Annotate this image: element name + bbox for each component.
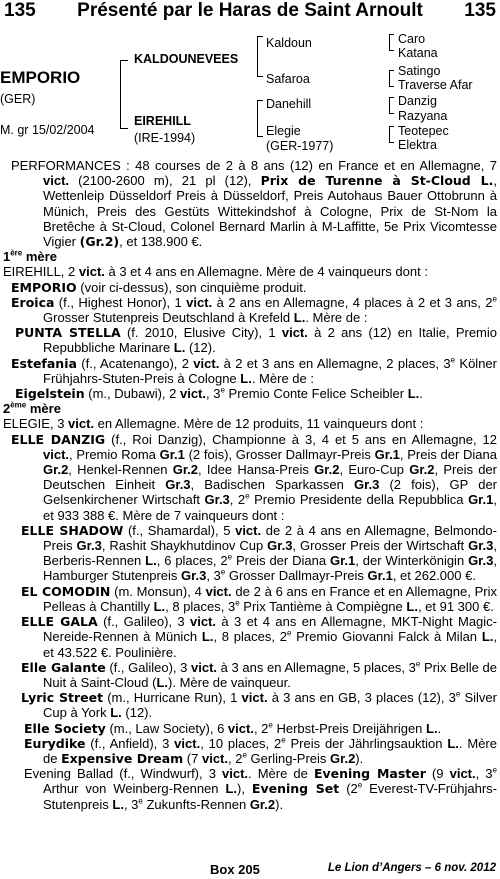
ggs-1: Caro xyxy=(398,32,426,46)
ggs-6: Razyana xyxy=(398,109,448,123)
granddam-2-info: (GER-1977) xyxy=(266,139,334,153)
pedigree-table xyxy=(0,30,500,155)
horse-name: EMPORIO xyxy=(0,68,81,87)
produce-estefania: Estefania (f., Acatenango), 2 vict. à 2 et 3 ans en Allemagne, 2 places, 3e Kölner Frühjahrs-Stuten-Preis à Cologne L.. Mère de : xyxy=(11,355,497,386)
ggs-7: Teotepec xyxy=(398,124,449,138)
produce-elle-galante: Elle Galante (f., Galileo), 3 vict. à 3 ans en Allemagne, 5 places, 3e Prix Belle de Nuit à Saint-Cloud (L.). Mère de vainqueur. xyxy=(21,659,497,690)
page-header xyxy=(4,0,496,24)
header-title: Présenté par le Haras de Saint Arnoult xyxy=(77,0,423,21)
first-dam-heading: 1ère mère xyxy=(3,248,57,265)
produce-eroica: Eroica (f., Highest Honor), 1 vict. à 2 ans en Allemagne, 4 places à 2 et 3 ans, 2e Grosser Stutenpreis Deutschland à Krefeld L.. Mère de : xyxy=(11,294,497,326)
produce-elle-danzig: ELLE DANZIG (f., Roi Danzig), Championne à 3, 4 et 5 ans en Allemagne, 12 vict., Premio Roma Gr.1 (2 fois), Grosser Dallmayr-Preis Gr.1, Preis der Diana Gr.2, Henkel-Rennen Gr.2, Idee Hansa-Preis Gr.2, Euro-Cup Gr.2, Preis der Deutschen Einheit Gr.3, Badischen Sparkassen Gr.3 (2 fois), GP der Gelsenkirchener Wirtschaft Gr.3, 2e Premio Presidente della Repubblica Gr.1, et 933 388 €. Mère de 7 vainqueurs dont : xyxy=(11,431,498,523)
bracket-line xyxy=(120,128,128,129)
produce-emporio: EMPORIO (voir ci-dessus), son cinquième produit. xyxy=(11,279,307,295)
bracket-line xyxy=(257,36,263,37)
bracket-line xyxy=(389,50,394,51)
dam-info: (IRE-1994) xyxy=(134,131,196,145)
horse-origin: (GER) xyxy=(0,92,36,106)
ggs-2: Katana xyxy=(398,46,438,60)
bracket-line xyxy=(257,136,263,137)
bracket-line xyxy=(389,70,394,71)
page-footer xyxy=(0,862,500,879)
lot-number-right: 135 xyxy=(464,0,496,21)
lot-number-left: 135 xyxy=(4,0,36,21)
grandsire-1: Kaldoun xyxy=(266,36,312,50)
second-dam-heading: 2ème mère xyxy=(3,400,61,417)
bracket-line xyxy=(389,34,394,35)
second-dam-intro: ELEGIE, 3 vict. en Allemagne. Mère de 12 produits, 11 vainqueurs dont : xyxy=(3,416,424,432)
bracket-line xyxy=(389,97,394,98)
dam-name: EIREHILL xyxy=(134,114,191,128)
ggs-5: Danzig xyxy=(398,94,437,108)
bracket-line xyxy=(389,86,394,87)
granddam-1: Safaroa xyxy=(266,72,310,86)
produce-el-comodin: EL COMODIN (m. Monsun), 4 vict. de 2 à 6 ans en France et en Allemagne, Prix Pelleas à Chantilly L., 8 places, 3e Prix Tantième à Compiègne L., et 91 300 €. xyxy=(21,583,497,614)
performances-paragraph: PERFORMANCES : 48 courses de 2 à 8 ans (12) en France et en Allemagne, 7 vict. (2100-2600 m), 21 pl (12), Prix de Turenne à St-Cloud L., Wettenleip Düsseldorf Preis à Düsseldorf, Preis Autohaus Bauer Ottobrunn à Münich, Preis des Gestüts Wittekindshof à Cologne, Prix de St-Nom la Bretêche à St-Cloud, Colonel Bernard Marlin à M-Laffitte, 5e Prix Vicomtesse Vigier (Gr.2), et 138.900 €. xyxy=(11,158,497,250)
produce-evening-ballad: Evening Ballad (f., Windwurf), 3 vict.. Mère de Evening Master (9 vict., 3e Arthur von Weinberg-Rennen L.), Evening Set (2e Everest-TV-Frühjahrs-Stutenpreis L., 3e Zukunfts-Rennen Gr.2). xyxy=(24,765,498,812)
sale-reference: Le Lion d’Angers – 6 nov. 2012 xyxy=(327,862,496,874)
granddam-2: Elegie xyxy=(266,124,301,138)
produce-eurydike: Eurydike (f., Anfield), 3 vict., 10 places, 2e Preis der Jährlingsauktion L.. Mère de Expensive Dream (7 vict., 2e Gerling-Preis Gr.2). xyxy=(24,735,497,766)
catalogue-body xyxy=(3,158,497,812)
bracket-line xyxy=(389,70,390,86)
bracket-line xyxy=(257,76,263,77)
bracket-line xyxy=(120,60,128,61)
box-number: Box 205 xyxy=(210,862,260,877)
ggs-4: Traverse Afar xyxy=(398,78,473,92)
produce-elle-shadow: ELLE SHADOW (f., Shamardal), 5 vict. de 2 à 4 ans en Allemagne, Belmondo-Preis Gr.3, Rashit Shaykhutdinov Cup Gr.3, Grosser Preis der Wirtschaft Gr.3, Berberis-Rennen L., 6 places, 2e Preis der Diana Gr.1, der Winterkönigin Gr.3, Hamburger Stutenpreis Gr.3, 3e Grosser Dallmayr-Preis Gr.1, et 262.000 €. xyxy=(21,522,497,584)
bracket-line xyxy=(257,100,263,101)
grandsire-2: Danehill xyxy=(266,97,312,111)
ggs-8: Elektra xyxy=(398,138,437,152)
bracket-line xyxy=(389,113,394,114)
first-dam-intro: EIREHILL, 2 vict. à 3 et 4 ans en Allemagne. Mère de 4 vainqueurs dont : xyxy=(3,264,428,280)
bracket-line xyxy=(389,126,390,142)
bracket-line xyxy=(257,36,258,76)
bracket-line xyxy=(389,142,394,143)
bracket-line xyxy=(389,126,394,127)
produce-lyric-street: Lyric Street (m., Hurricane Run), 1 vict. à 3 ans en GB, 3 places (12), 3e Silver Cup à York L. (12). xyxy=(21,689,497,721)
produce-elle-gala: ELLE GALA (f., Galileo), 3 vict. à 3 et 4 ans en Allemagne, MKT-Night Magic-Nereide-Rennen à Münich L., 8 places, 2e Premio Giovanni Falck à Milan L., et 43.522 €. Poulinière. xyxy=(21,614,498,660)
bracket-line xyxy=(389,97,390,113)
bracket-line xyxy=(120,60,121,128)
bracket-line xyxy=(257,100,258,136)
produce-elle-society: Elle Society (m., Law Society), 6 vict., 2e Herbst-Preis Dreijährigen L.. xyxy=(24,720,442,736)
sire-name: KALDOUNEVEES xyxy=(134,52,239,66)
produce-punta-stella: PUNTA STELLA (f. 2010, Elusive City), 1 vict. à 2 ans (12) en Italie, Premio Repubbliche Marinare L. (12). xyxy=(15,325,497,356)
ggs-3: Satingo xyxy=(398,64,441,78)
horse-birth: M. gr 15/02/2004 xyxy=(0,123,95,137)
produce-eigelstein: Eigelstein (m., Dubawi), 2 vict., 3e Premio Conte Felice Scheibler L.. xyxy=(15,385,423,402)
bracket-line xyxy=(389,34,390,50)
